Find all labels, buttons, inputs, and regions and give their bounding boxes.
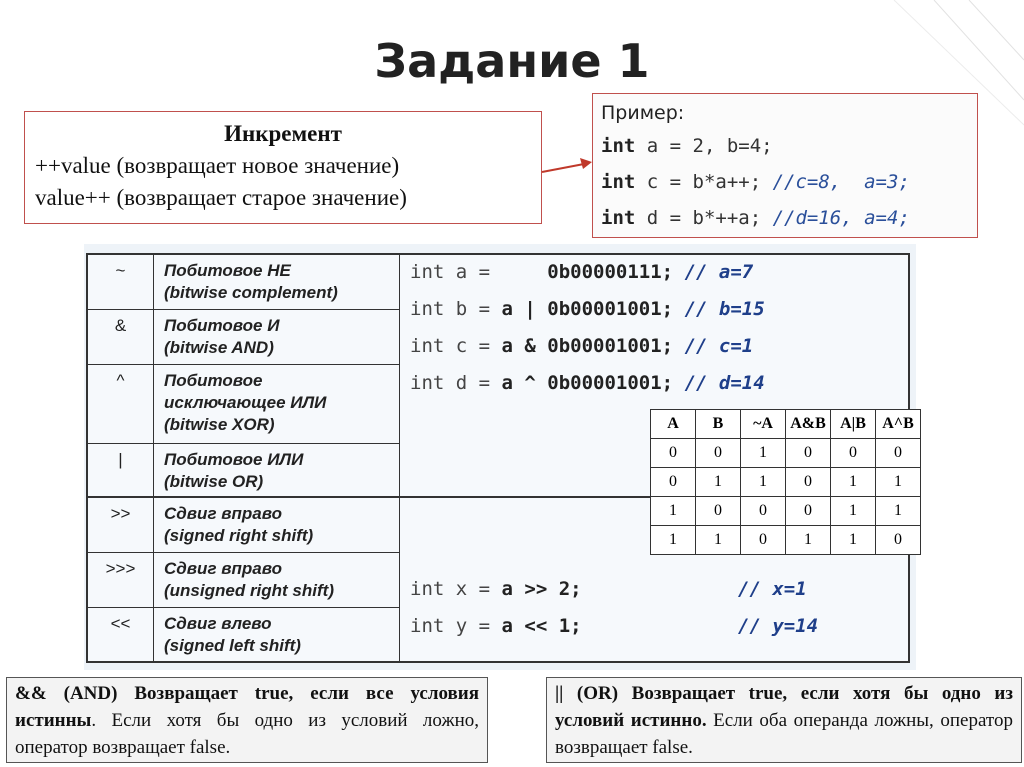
cell: 0 bbox=[696, 439, 741, 468]
cell: 0 bbox=[786, 497, 831, 526]
truth-table-header bbox=[651, 410, 921, 439]
header-cell: ~A bbox=[741, 410, 786, 439]
cell: 0 bbox=[741, 526, 786, 555]
operator-description: Побитовое НЕ (bitwise complement) bbox=[154, 255, 400, 310]
cell: 1 bbox=[831, 526, 876, 555]
cell: 1 bbox=[696, 468, 741, 497]
operator-symbol: | bbox=[88, 444, 154, 496]
code-line-a: int a = 0b00000111; // a=7 bbox=[410, 261, 754, 283]
code-text: d = b*++a; bbox=[635, 207, 773, 229]
cell: 0 bbox=[876, 526, 921, 555]
operator-symbol: ~ bbox=[88, 255, 154, 310]
cell: 1 bbox=[741, 468, 786, 497]
table-row bbox=[651, 497, 921, 526]
cell: 1 bbox=[876, 468, 921, 497]
example-box bbox=[592, 93, 978, 238]
code-line-c: int c = a & 0b00001001; // c=1 bbox=[410, 335, 754, 357]
code-text: c = b*a++; bbox=[635, 171, 773, 193]
operator-description: Сдвиг вправо (unsigned right shift) bbox=[154, 553, 400, 608]
cell: 1 bbox=[786, 526, 831, 555]
increment-box bbox=[24, 111, 542, 224]
or-bold-text: || (OR) Возвращает true, если хотя бы одно из условий истинно. bbox=[555, 683, 1013, 731]
example-line bbox=[601, 200, 969, 236]
keyword: int bbox=[601, 171, 636, 193]
code-comment-x: // x=1 bbox=[738, 578, 807, 600]
code-line-d: int d = a ^ 0b00001001; // d=14 bbox=[410, 372, 765, 394]
table-row bbox=[651, 439, 921, 468]
header-cell: A bbox=[651, 410, 696, 439]
table-row bbox=[651, 468, 921, 497]
operator-symbol: >> bbox=[88, 498, 154, 553]
operator-description: Побитовое ИЛИ (bitwise OR) bbox=[154, 444, 400, 496]
example-line bbox=[601, 164, 969, 200]
cell: 1 bbox=[651, 497, 696, 526]
page-title: Задание 1 bbox=[374, 34, 650, 88]
operator-symbol: << bbox=[88, 608, 154, 661]
operator-description: Побитовое И (bitwise AND) bbox=[154, 310, 400, 365]
operator-description: Сдвиг вправо (signed right shift) bbox=[154, 498, 400, 553]
cell: 1 bbox=[831, 468, 876, 497]
increment-heading: Инкремент bbox=[224, 121, 342, 146]
code-comment: //d=16, a=4; bbox=[772, 207, 910, 229]
cell: 0 bbox=[696, 497, 741, 526]
keyword: int bbox=[601, 135, 636, 157]
and-bold-text: && (AND) Возвращает true, если все условия истинны bbox=[15, 683, 479, 731]
cell: 0 bbox=[651, 468, 696, 497]
operator-symbol: ^ bbox=[88, 365, 154, 444]
header-cell: A|B bbox=[831, 410, 876, 439]
and-rest-text: . Если хотя бы одно из условий ложно, оператор возвращает false. bbox=[15, 710, 479, 758]
cell: 1 bbox=[651, 526, 696, 555]
table-row bbox=[651, 526, 921, 555]
cell: 0 bbox=[786, 468, 831, 497]
operator-description: Побитовое исключающее ИЛИ (bitwise XOR) bbox=[154, 365, 400, 444]
code-comment: //c=8, a=3; bbox=[772, 171, 910, 193]
cell: 0 bbox=[741, 497, 786, 526]
header-cell: A^B bbox=[876, 410, 921, 439]
operator-symbol: & bbox=[88, 310, 154, 365]
increment-postfix-line: value++ (возвращает старое значение) bbox=[35, 185, 407, 210]
cell: 0 bbox=[651, 439, 696, 468]
cell: 1 bbox=[741, 439, 786, 468]
operator-description: Сдвиг влево (signed left shift) bbox=[154, 608, 400, 661]
truth-table bbox=[650, 409, 921, 555]
arrow-icon bbox=[540, 150, 596, 180]
keyword: int bbox=[601, 207, 636, 229]
or-operator-box bbox=[546, 677, 1022, 763]
code-line-x: int x = a >> 2; bbox=[410, 578, 582, 600]
and-operator-box bbox=[6, 677, 488, 763]
cell: 0 bbox=[786, 439, 831, 468]
code-line-b: int b = a | 0b00001001; // b=15 bbox=[410, 298, 765, 320]
cell: 0 bbox=[831, 439, 876, 468]
example-line bbox=[601, 128, 969, 164]
operator-symbol: >>> bbox=[88, 553, 154, 608]
header-cell: B bbox=[696, 410, 741, 439]
cell: 0 bbox=[876, 439, 921, 468]
cell: 1 bbox=[696, 526, 741, 555]
code-text: a = 2, b=4; bbox=[635, 135, 773, 157]
header-cell: A&B bbox=[786, 410, 831, 439]
code-line-y: int y = a << 1; bbox=[410, 615, 582, 637]
or-rest-text: Если оба операнда ложны, оператор возвращает false. bbox=[555, 710, 1013, 758]
code-comment-y: // y=14 bbox=[738, 615, 819, 637]
cell: 1 bbox=[876, 497, 921, 526]
example-label: Пример: bbox=[601, 102, 685, 124]
increment-prefix-line: ++value (возвращает новое значение) bbox=[35, 153, 400, 178]
cell: 1 bbox=[831, 497, 876, 526]
